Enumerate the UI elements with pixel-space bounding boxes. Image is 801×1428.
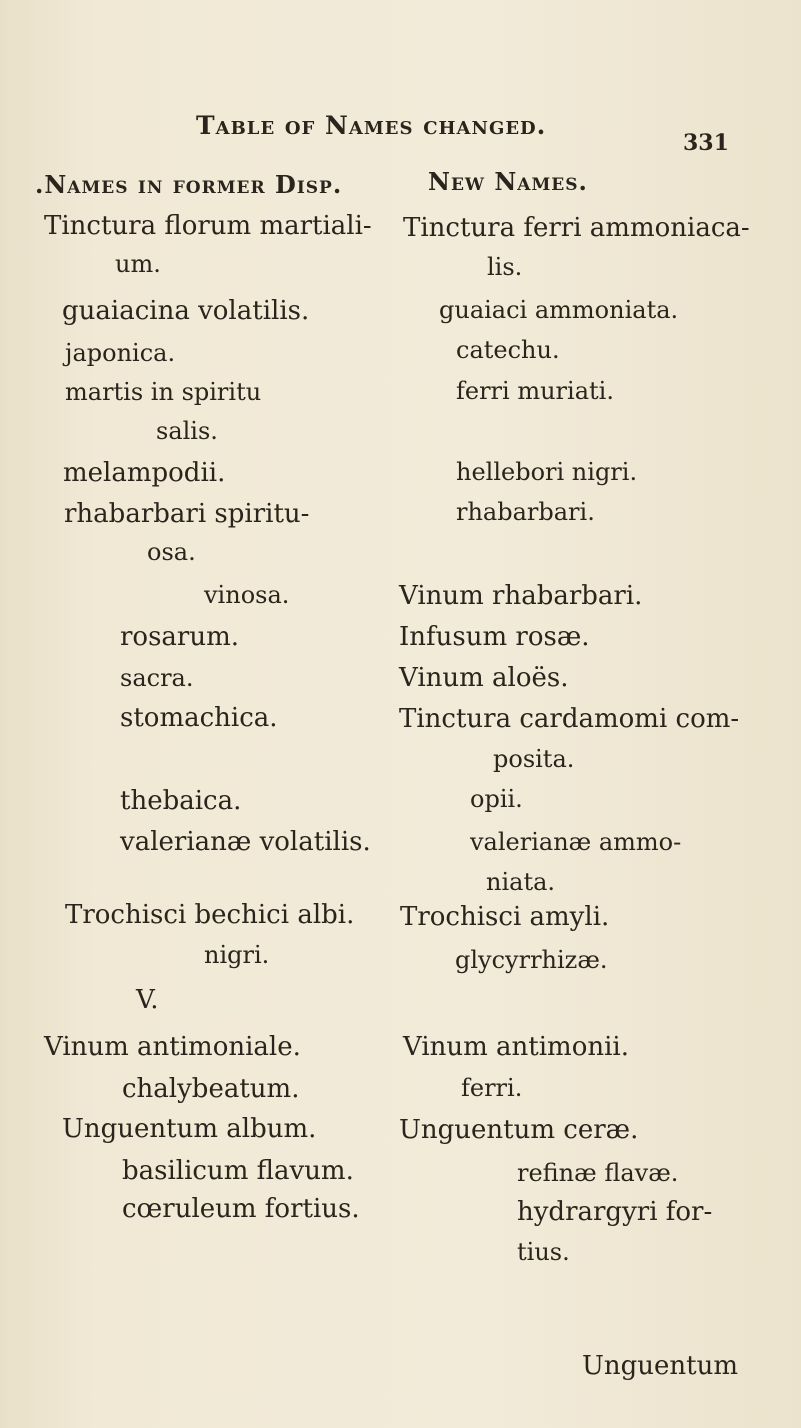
right-entry: glycyrrhizæ.	[455, 946, 608, 974]
left-entry: cœruleum fortius.	[122, 1194, 360, 1224]
left-entry: osa.	[147, 538, 196, 566]
right-entry: Vinum antimonii.	[403, 1032, 630, 1062]
left-entry: salis.	[156, 417, 218, 445]
left-entry: japonica.	[65, 339, 176, 367]
right-entry: Vinum rhabarbari.	[399, 581, 643, 611]
left-entry: Tinctura florum martiali-	[44, 211, 372, 241]
left-entry: guaiacina volatilis.	[62, 296, 310, 326]
page-number: 331	[683, 130, 729, 156]
right-entry: Tinctura ferri ammoniaca-	[403, 213, 750, 243]
right-entry: catechu.	[456, 336, 560, 364]
right-entry: hellebori nigri.	[456, 458, 638, 486]
catchword: Unguentum	[582, 1351, 739, 1381]
right-entry: ferri muriati.	[456, 377, 614, 405]
left-entry: Unguentum album.	[62, 1114, 317, 1144]
left-entry: nigri.	[204, 941, 270, 969]
right-entry: refinæ flavæ.	[517, 1159, 679, 1187]
right-entry: niata.	[486, 868, 556, 896]
left-column-heading: .Names in former Disp.	[35, 170, 343, 199]
right-column-heading: New Names.	[428, 167, 588, 196]
right-entry: rhabarbari.	[456, 498, 595, 526]
right-entry: lis.	[487, 253, 523, 281]
right-entry: tius.	[517, 1238, 570, 1266]
left-entry: Trochisci bechici albi.	[65, 900, 355, 930]
right-entry: Trochisci amyli.	[400, 902, 610, 932]
left-entry: melampodii.	[63, 458, 226, 488]
right-entry: Unguentum ceræ.	[399, 1115, 639, 1145]
running-header: Table of Names changed.	[196, 111, 547, 140]
right-entry: Vinum aloës.	[399, 663, 569, 693]
left-entry: vinosa.	[204, 581, 290, 609]
left-entry: Vinum antimoniale.	[44, 1032, 301, 1062]
left-entry: chalybeatum.	[122, 1074, 300, 1104]
left-entry: um.	[115, 250, 161, 278]
section-numeral: V.	[136, 985, 159, 1015]
left-entry: martis in spiritu	[65, 378, 262, 406]
left-entry: thebaica.	[120, 786, 242, 816]
left-entry: rosarum.	[120, 622, 240, 652]
right-entry: valerianæ ammo-	[470, 828, 682, 856]
right-entry: Infusum rosæ.	[399, 622, 590, 652]
right-entry: posita.	[493, 745, 575, 773]
right-entry: guaiaci ammoniata.	[439, 296, 679, 324]
right-entry: Tinctura cardamomi com-	[399, 704, 740, 734]
right-entry: opii.	[470, 785, 523, 813]
left-entry: stomachica.	[120, 703, 278, 733]
left-entry: rhabarbari spiritu-	[64, 499, 310, 529]
left-entry: valerianæ volatilis.	[120, 827, 371, 857]
left-entry: sacra.	[120, 664, 194, 692]
left-entry: basilicum flavum.	[122, 1156, 354, 1186]
right-entry: ferri.	[461, 1074, 523, 1102]
right-entry: hydrargyri for-	[517, 1197, 713, 1227]
